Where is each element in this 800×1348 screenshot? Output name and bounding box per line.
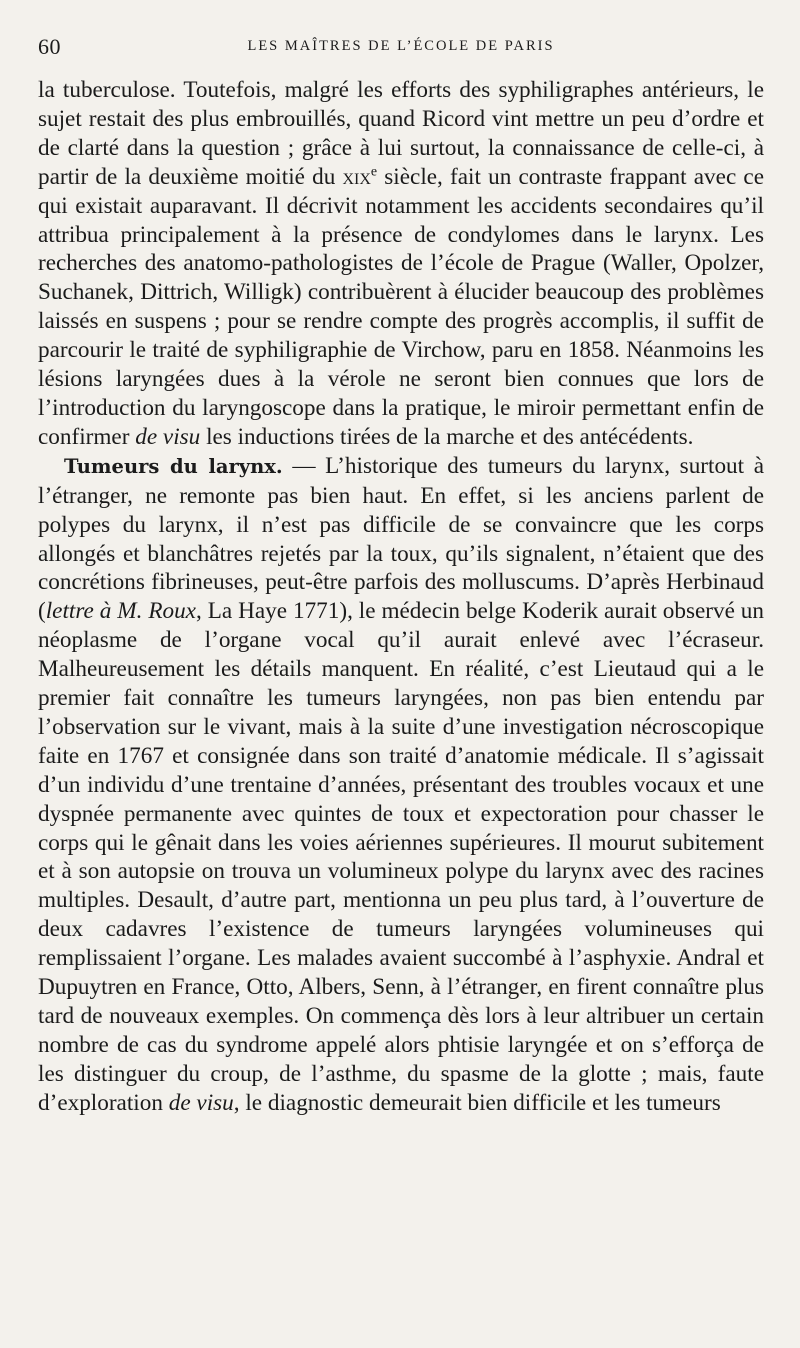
paragraph-1-text-a: la tuberculose. Toutefois, malgré les efforts des syphiligraphes antérieurs, le sujet restait des plus embrouillés, quand Ricord vint mettre un peu d’ordre et de clarté dans la question ; grâce à lui surtout, la connaissance de celle-ci, à partir de la deuxième moitié du — [38, 77, 764, 190]
paragraph-2-text-a: — L’historique des tumeurs du larynx, surtout à l’étranger, ne remonte pas bien haut. En effet, si les anciens parlent de polypes du larynx, il n’est pas difficile de se convaincre que les corps allongés et blanchâtres rejetés par la toux, qu’ils signalent, n’étaient que des concrétions fibrineuses, peut-être parfois des molluscums. D’après Herbinaud ( — [38, 452, 765, 625]
paragraph-2 — [38, 452, 764, 1118]
page-number: 60 — [38, 34, 61, 59]
paragraph-1 — [38, 76, 764, 452]
page-header — [38, 28, 764, 68]
paragraph-2-text-b: , La Haye 1771), le médecin belge Koderik aurait observé un néoplasme de l’organe vocal qu’il aurait enlevé avec l’écraseur. Malheureusement les détails manquent. En réalité, c’est Lieutaud qui a le premier fait connaître les tumeurs laryngées, non pas bien entendu par l’observation sur le vivant, mais à la suite d’une investigation nécroscopique faite en 1767 et consignée dans son traité d’anatomie médicale. Il s’agissait d’un individu d’une trentaine d’années, présentant des troubles vocaux et une dyspnée permanente avec quintes de toux et expectoration pour chasser le corps qui le gênait dans les voies aériennes supérieures. Il mourut subitement et à son autopsie on trouva un volumineux polype du larynx avec des racines multiples. Desault, d’autre part, mentionna un peu plus tard, à l’ouverture de deux cadavres l’existence de tumeurs laryngées volumineuses qui remplissaient l’organe. Les malades avaient succombé à l’asphyxie. Andral et Dupuytren en France, Otto, Albers, Senn, à l’étranger, en firent connaître plus tard de nouveaux exemples. On commença dès lors à leur altribuer un certain nombre de cas du syndrome appelé alors phtisie laryngée et on s’efforça de les distinguer du croup, de l’asthme, du spasme de la glotte ; mais, faute d’exploration — [38, 598, 764, 1116]
century-superscript: e — [370, 163, 378, 179]
century-numeral: xix — [342, 163, 371, 190]
italic-citation: lettre à M. Roux — [45, 598, 196, 625]
italic-de-visu-1: de visu — [135, 423, 201, 450]
body-text — [38, 76, 764, 1118]
paragraph-2-text-c: , le diagnostic demeurait bien difficile et les tumeurs — [233, 1089, 721, 1116]
paragraph-1-text-c: les inductions tirées de la marche et des antécédents. — [200, 423, 694, 450]
paragraph-1-text-b: siècle, fait un contraste frappant avec ce qui existait auparavant. Il décrivit notamment les accidents secondaires qu’il attribua principalement à la présence de condylomes dans le larynx. Les recherches des anatomo-pathologistes de l’école de Prague (Waller, Opolzer, Suchanek, Dittrich, Willigk) contribuèrent à élucider beaucoup des problèmes laissés en suspens ; pour se rendre compte des progrès accomplis, il suffit de parcourir le traité de syphiligraphie de Virchow, paru en 1858. Néanmoins les lésions laryngées dues à la vérole ne seront bien connues que lors de l’introduction du laryngoscope dans la pratique, le miroir permettant enfin de confirmer — [38, 163, 764, 450]
running-head: LES MAÎTRES DE L’ÉCOLE DE PARIS — [247, 38, 555, 54]
italic-de-visu-2: de visu — [168, 1089, 234, 1116]
section-title: Tumeurs du larynx. — [64, 454, 283, 478]
